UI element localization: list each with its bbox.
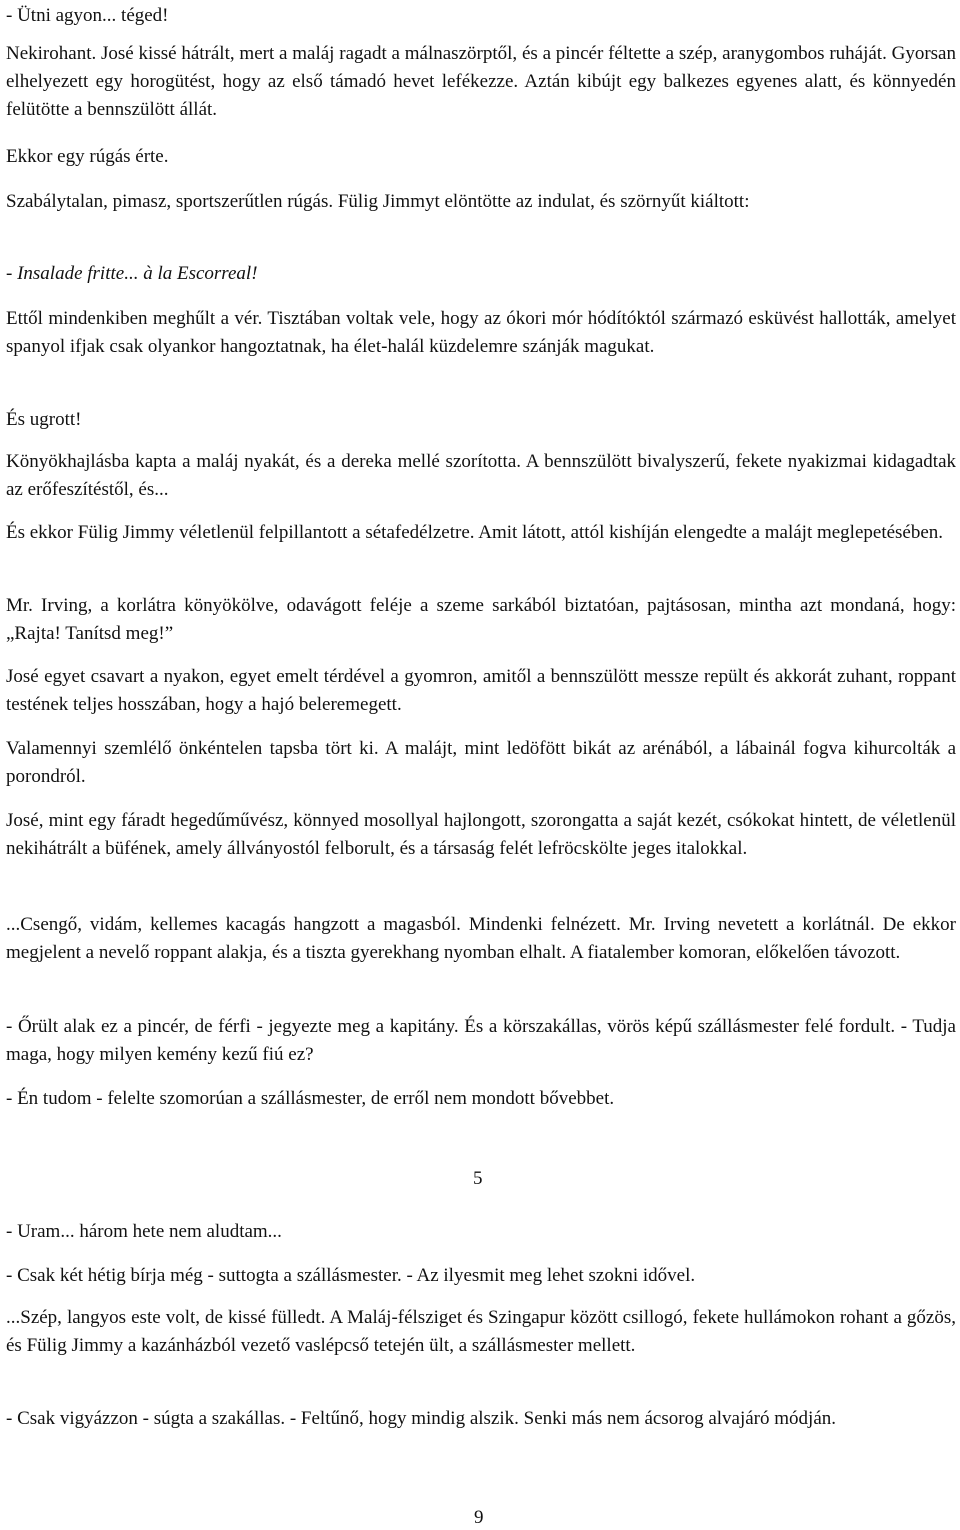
paragraph-10: Mr. Irving, a korlátra könyökölve, odavágott feléje a szeme sarkából biztatóan, pajtásosan, mintha azt mondaná, hogy: „Rajta! Tanítsd meg!” (6, 595, 956, 644)
paragraph-9: És ekkor Fülig Jimmy véletlenül felpillantott a sétafedélzetre. Amit látott, attól kishíján elengedte a malájt meglepetésében. (6, 522, 944, 543)
paragraph-16: - Én tudom - felelte szomorúan a szállásmester, de erről nem mondott bővebbet. (6, 1088, 615, 1109)
paragraph-4: Szabálytalan, pimasz, sportszerűtlen rúgás. Fülig Jimmyt elöntötte az indulat, és szörnyűt kiáltott: (6, 191, 750, 212)
paragraph-15: - Őrült alak ez a pincér, de férfi - jegyezte meg a kapitány. És a körszakállas, vörös képű szállásmester felé fordult. - Tudja maga, hogy milyen kemény kezű fiú ez? (6, 1016, 956, 1065)
paragraph-7: És ugrott! (6, 409, 82, 430)
paragraph-13: José, mint egy fáradt hegedűművész, könnyed mosollyal hajlongott, szorongatta a saját kezét, csókokat hintett, de véletlenül nekihátrált a büfének, amely állványostól felborult, és a társaság felét lefröcskölte jeges italokkal. (6, 810, 956, 859)
paragraph-5: - Insalade fritte... à la Escorreal! (6, 263, 258, 284)
paragraph-2: Nekirohant. José kissé hátrált, mert a maláj ragadt a málnaszörptől, és a pincér féltette a szép, aranygombos ruháját. Gyorsan elhelyezett egy horogütést, hogy az első támadó hevet lefékezze. Aztán kibújt egy balkezes egyenes alatt, és könnyedén felütötte a bennszülött állát. (6, 43, 956, 120)
chapter-number: 5 (473, 1168, 483, 1189)
paragraph-6: Ettől mindenkiben meghűlt a vér. Tisztában voltak vele, hogy az ókori mór hódítóktól származó esküvést hallották, amelyet spanyol ifjak csak olyankor hangoztatnak, ha élet-halál küzdelemre szánják magukat. (6, 308, 956, 357)
paragraph-14: ...Csengő, vidám, kellemes kacagás hangzott a magasból. Mindenki felnézett. Mr. Irving nevetett a korlátnál. De ekkor megjelent a nevelő roppant alakja, és a tiszta gyerekhang nyomban elhalt. A fiatalember komoran, előkelően távozott. (6, 914, 956, 963)
paragraph-17: - Uram... három hete nem aludtam... (6, 1221, 282, 1242)
paragraph-8: Könyökhajlásba kapta a maláj nyakát, és a dereka mellé szorította. A bennszülött bivalyszerű, fekete nyakizmai kidagadtak az erőfeszítéstől, és... (6, 451, 956, 500)
paragraph-20: - Csak vigyázzon - súgta a szakállas. - Feltűnő, hogy mindig alszik. Senki más nem ácsorog alvajáró módján. (6, 1408, 836, 1429)
paragraph-12: Valamennyi szemlélő önkéntelen tapsba tört ki. A malájt, mint ledöfött bikát az arénából, a lábainál fogva kihurcolták a porondról. (6, 738, 956, 787)
paragraph-18: - Csak két hétig bírja még - suttogta a szállásmester. - Az ilyesmit meg lehet szokni idővel. (6, 1265, 696, 1286)
paragraph-11: José egyet csavart a nyakon, egyet emelt térdével a gyomron, amitől a bennszülött messze repült és akkorát zuhant, roppant testének teljes hosszában, hogy a hajó beleremegett. (6, 666, 956, 715)
page-number: 9 (474, 1507, 484, 1528)
paragraph-19: ...Szép, langyos este volt, de kissé fülledt. A Maláj-félsziget és Szingapur között csillogó, fekete hullámokon rohant a gőzös, és Fülig Jimmy a kazánházból vezető vaslépcső tetején ült, a szállásmester mellett. (6, 1307, 956, 1356)
paragraph-1: - Ütni agyon... téged! (6, 5, 169, 26)
paragraph-3: Ekkor egy rúgás érte. (6, 146, 169, 167)
